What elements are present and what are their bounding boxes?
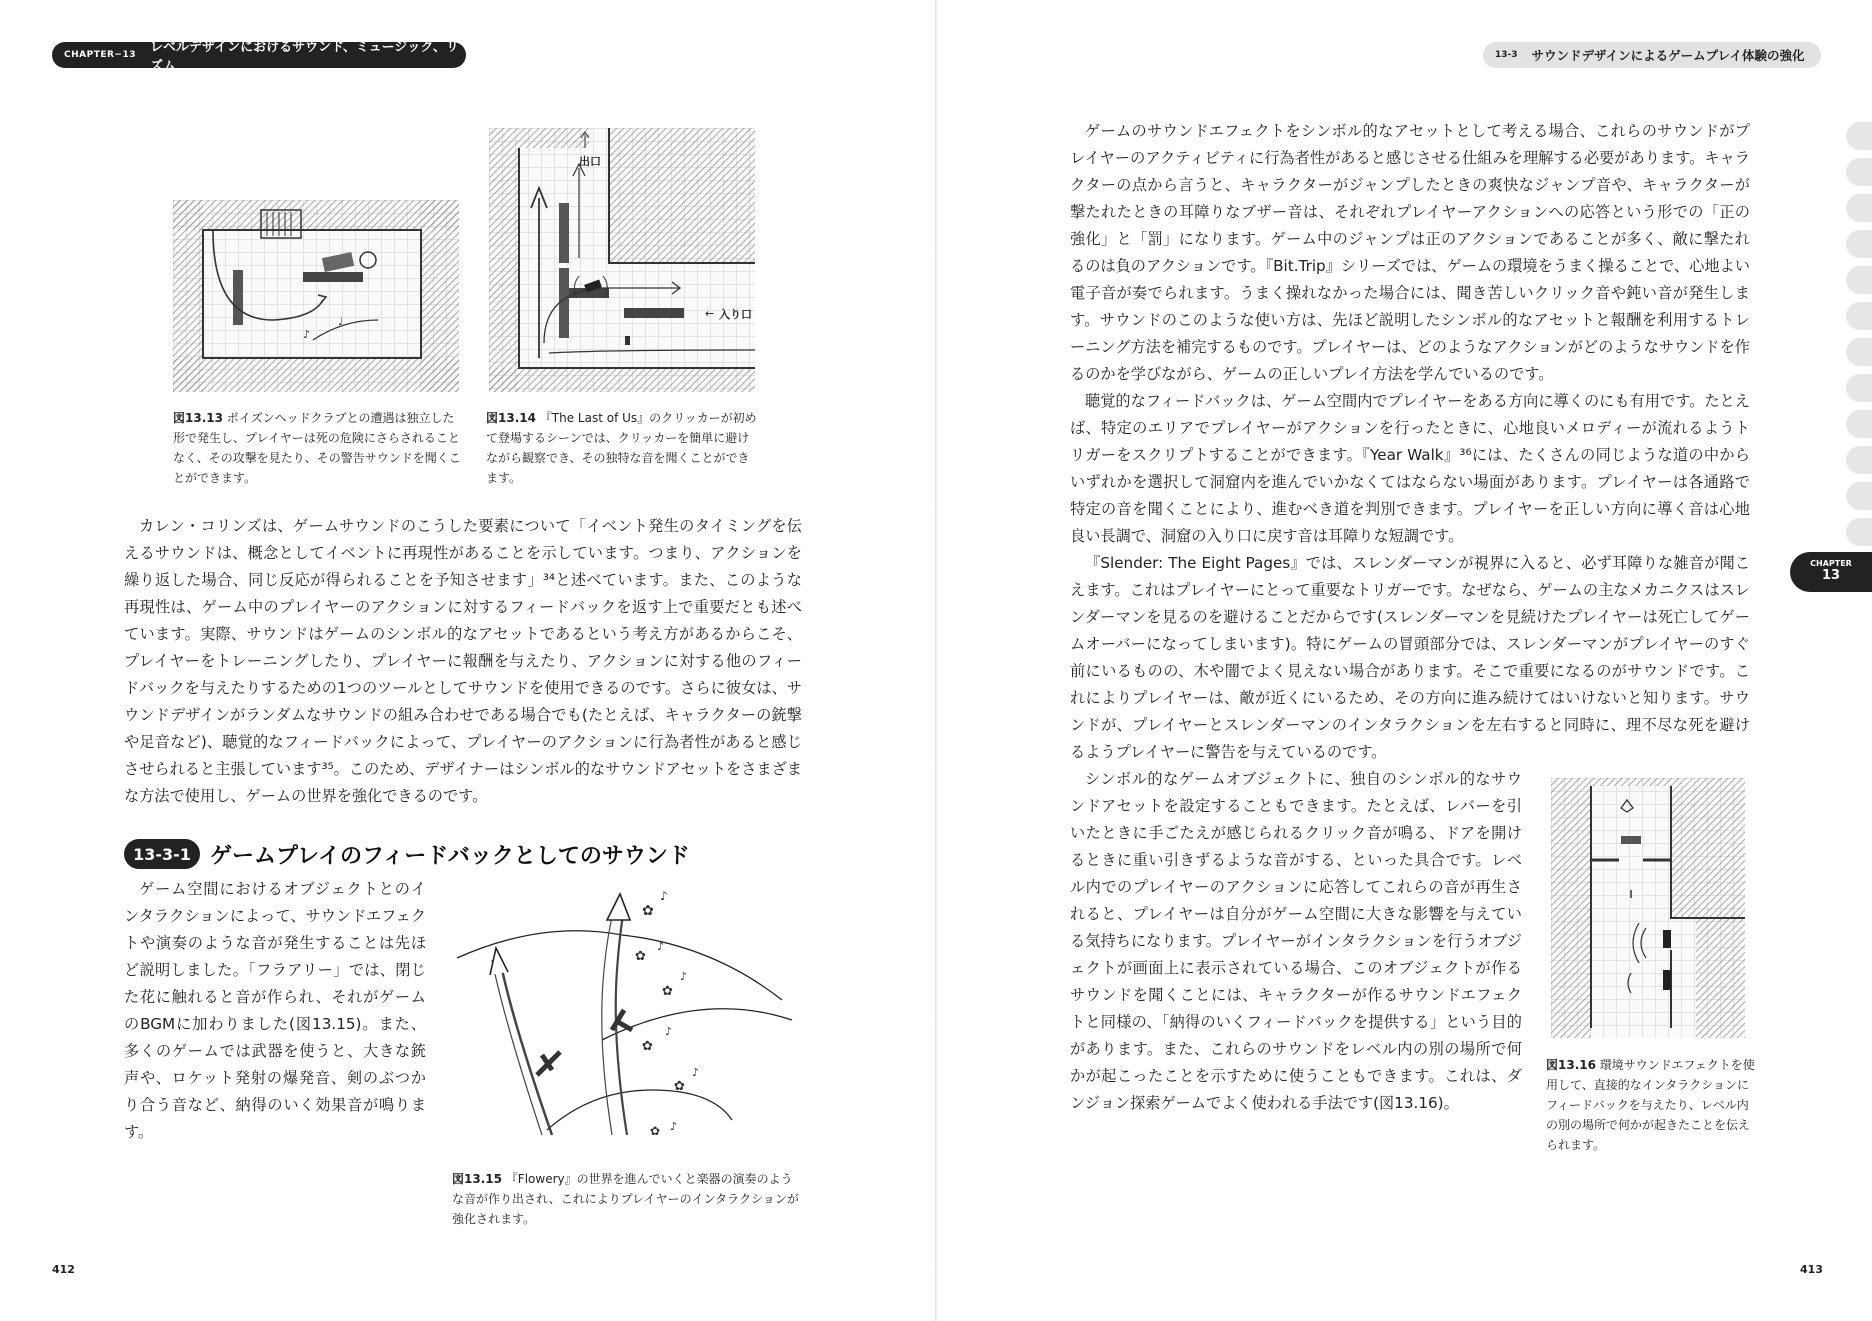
side-tab xyxy=(1846,194,1872,222)
figure-13-15-caption xyxy=(452,1169,804,1229)
svg-text:♩: ♩ xyxy=(338,315,344,328)
svg-text:♪: ♪ xyxy=(657,940,665,953)
page-number-left: 412 xyxy=(52,1263,75,1276)
chapter-tab-label: CHAPTER xyxy=(1810,559,1852,568)
side-tab xyxy=(1846,302,1872,330)
svg-text:✿: ✿ xyxy=(635,949,646,964)
section-number: 13-3-1 xyxy=(124,839,200,869)
figure-13-16-caption xyxy=(1546,1055,1756,1155)
side-tab xyxy=(1846,446,1872,474)
side-tab xyxy=(1846,410,1872,438)
svg-text:✿: ✿ xyxy=(642,1039,653,1054)
figure-13-15 xyxy=(452,880,802,1160)
side-tab xyxy=(1846,122,1872,150)
section-header-title: サウンドデザインによるゲームプレイ体験の強化 xyxy=(1531,48,1805,63)
figure-13-13 xyxy=(173,200,459,392)
svg-text:♪: ♪ xyxy=(670,1120,678,1133)
sketch-landscape-13-15 xyxy=(452,880,802,1160)
figure-13-14-label: 図13.14 xyxy=(486,411,536,425)
section-label: 13-3 xyxy=(1495,50,1518,60)
sketch-map-13-16 xyxy=(1551,778,1745,1038)
side-tab xyxy=(1846,338,1872,366)
page-number-right: 413 xyxy=(1800,1263,1823,1276)
chapter-tab xyxy=(1790,552,1872,592)
exit-label: 出口 xyxy=(579,155,601,168)
figure-13-14-caption xyxy=(486,408,758,488)
side-tab xyxy=(1846,482,1872,510)
side-tab xyxy=(1846,518,1872,546)
side-tab xyxy=(1846,158,1872,186)
chapter-header xyxy=(52,40,466,74)
section-title: ゲームプレイのフィードバックとしてのサウンド xyxy=(210,843,690,869)
chapter-label: CHAPTER−13 xyxy=(64,50,136,60)
gutter xyxy=(935,0,937,1321)
section-heading xyxy=(124,838,690,870)
sketch-map-13-14 xyxy=(489,128,755,392)
svg-text:♪: ♪ xyxy=(680,970,688,983)
svg-text:♪: ♪ xyxy=(660,889,668,903)
figure-13-13-text: ポイズンヘッドクラブとの遭遇は独立した形で発生し、プレイヤーは死の危険にさらされることなく、その攻撃を見たり、その警告サウンドを聞くことができます。 xyxy=(173,411,461,485)
figure-13-14-text: 『The Last of Us』のクリッカーが初めて登場するシーンでは、クリッカーを簡単に避けながら観察でき、その独特な音を聞くことができます。 xyxy=(486,411,757,485)
chapter-tab-number: 13 xyxy=(1821,568,1841,583)
svg-text:←: ← xyxy=(705,307,715,320)
left-paragraph-2: ゲーム空間におけるオブジェクトとのインタラクションによって、サウンドエフェクトや演奏のような音が発生することは先ほど説明しました。「フラアリー」では、閉じた花に触れると音が作られ、それがゲームのBGMに加わりました(図13.15)。また、多くのゲームでは武器を使うと、大きな銃声や、ロケット発射の爆発音、剣のぶつかり合う音など、納得のいく効果音が鳴ります。 xyxy=(124,880,426,1141)
svg-text:♪: ♪ xyxy=(692,1066,700,1079)
chapter-title: レベルデザインにおけるサウンド、ミュージック、リズム xyxy=(149,40,459,74)
svg-text:♪: ♪ xyxy=(665,1025,673,1038)
sketch-map-13-13 xyxy=(173,200,459,392)
entry-label: 入り口 xyxy=(719,308,752,321)
figure-13-14 xyxy=(489,128,755,392)
svg-text:✿: ✿ xyxy=(642,903,654,919)
svg-text:✿: ✿ xyxy=(674,1079,685,1094)
right-paragraph-1: ゲームのサウンドエフェクトをシンボル的なアセットとして考える場合、これらのサウンドがプレイヤーのアクティビティに行為者性があると感じさせる仕組みを理解する必要があります。キャラクターの点から言うと、キャラクターがジャンプしたときの爽快なジャンプ音や、キャラクターが撃たれたときの耳障りなブザー音は、それぞれプレイヤーアクションへの応答という形での「正の強化」と「罰」になります。ゲーム中のジャンプは正のアクションであることが多く、敵に撃たれるのは負のアクションです。『Bit.Trip』シリーズでは、ゲームの環境をうまく操ることで、心地よい電子音が奏でられます。うまく操れなかった場合には、聞き苦しいクリック音や鈍い音が発生します。サウンドのこのような使い方は、先ほど説明したシンボル的なアセットと報酬を利用するトレーニング方法を補完するものです。プレイヤーは、どのようなアクションがどのようなサウンドを作るのかを学びながら、ゲームの正しいプレイ方法を学んでいるのです。 xyxy=(1070,122,1750,383)
right-paragraph-4: シンボル的なゲームオブジェクトに、独自のシンボル的なサウンドアセットを設定することもできます。たとえば、レバーを引いたときに手ごたえが感じられるクリック音が鳴る、ドアを開けるときに重い引きずるような音がする、といった具合です。レベル内でのプレイヤーのアクションに応答してこれらの音が再生されると、プレイヤーは自分がゲーム空間に大きな影響を与えている気持ちになります。プレイヤーがインタラクションを行うオブジェクトが画面上に表示されている場合、このオブジェクトが作るサウンドを聞くことには、キャラクターが作るサウンドエフェクトと同様の、「納得のいくフィードバックを提供する」という目的があります。また、これらのサウンドをレベル内の別の場所で何かが起こったことを示すために使うこともできます。これは、ダンジョン探索ゲームでよく使われる手法です(図13.16)。 xyxy=(1070,770,1522,1112)
svg-text:✿: ✿ xyxy=(662,984,673,999)
side-tab xyxy=(1846,374,1872,402)
figure-13-13-label: 図13.13 xyxy=(173,411,223,425)
right-paragraph-3: 『Slender: The Eight Pages』では、スレンダーマンが視界に入ると、必ず耳障りな雑音が聞こえます。これはプレイヤーにとって重要なトリガーです。なぜなら、ゲームの主なメカニクスはスレンダーマンを見るのを避けることだからです(スレンダーマンを見続けたプレイヤーは死亡してゲームオーバーになってしまいます)。特にゲームの冒頭部分では、スレンダーマンがプレイヤーのすぐ前にいるものの、木や闇でよく見えない場合があります。そこで重要になるのがサウンドです。これによりプレイヤーは、敵が近くにいるため、その方向に進み続けてはいけないと知ります。サウンドが、プレイヤーとスレンダーマンのインタラクションを左右すると同時に、理不尽な死を避けるようプレイヤーに警告を与えているのです。 xyxy=(1070,554,1750,761)
section-header xyxy=(1483,42,1821,68)
figure-13-15-label: 図13.15 xyxy=(452,1172,502,1186)
figure-13-16 xyxy=(1551,778,1745,1038)
side-tab xyxy=(1846,230,1872,258)
figure-13-15-text: 『Flowery』の世界を進んでいくと楽器の演奏のような音が作り出され、これによりプレイヤーのインタラクションが強化されます。 xyxy=(452,1172,799,1226)
figure-13-16-text: 環境サウンドエフェクトを使用して、直接的なインタラクションにフィードバックを与えたり、レベル内の別の場所で何かが起きたことを伝えられます。 xyxy=(1546,1058,1755,1152)
right-paragraph-2: 聴覚的なフィードバックは、ゲーム空間内でプレイヤーをある方向に導くのにも有用です。たとえば、特定のエリアでプレイヤーがアクションを行ったときに、心地良いメロディーが流れるようトリガーをスクリプトすることができます。『Year Walk』³⁶には、たくさんの同じような道の中からいずれかを選択して洞窟内を進んでいかなくてはならない場面があります。プレイヤーは各通路で特定の音を聞くことにより、進むべき道を判別できます。プレイヤーを正しい方向に導く音は心地良い長調で、洞窟の入り口に戻す音は耳障りな短調です。 xyxy=(1070,392,1750,545)
svg-text:✿: ✿ xyxy=(650,1124,661,1138)
side-tab xyxy=(1846,266,1872,294)
left-paragraph-1: カレン・コリンズは、ゲームサウンドのこうした要素について「イベント発生のタイミングを伝えるサウンドは、概念としてイベントに再現性があることを示しています。つまり、アクションを繰り返した場合、同じ反応が得られることを予知させます」³⁴と述べています。また、このような再現性は、ゲーム中のプレイヤーのアクションに対するフィードバックを返す上で重要だとも述べています。実際、サウンドはゲームのシンボル的なアセットであるという考え方があるからこそ、プレイヤーをトレーニングしたり、プレイヤーに報酬を与えたり、アクションに対する他のフィードバックを与えたりするための1つのツールとしてサウンドを使用できるのです。さらに彼女は、サウンドデザインがランダムなサウンドの組み合わせである場合でも(たとえば、キャラクターの銃撃や足音など)、聴覚的なフィードバックによって、プレイヤーのアクションに行為者性があると感じさせられると主張しています³⁵。このため、デザイナーはシンボル的なサウンドアセットをさまざまな方法で使用し、ゲームの世界を強化できるのです。 xyxy=(124,517,802,805)
figure-13-13-caption xyxy=(173,408,466,488)
figure-13-16-label: 図13.16 xyxy=(1546,1058,1596,1072)
svg-text:♪: ♪ xyxy=(303,328,311,341)
